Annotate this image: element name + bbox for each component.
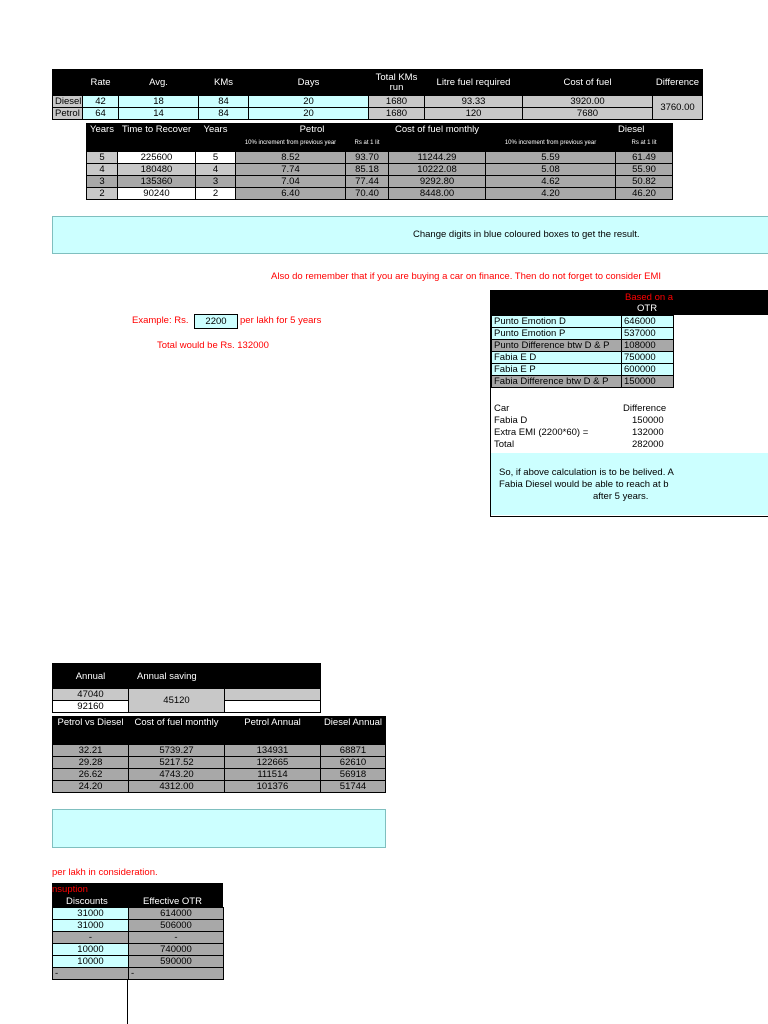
discount-input[interactable]: 10000 [53,956,129,968]
table-row [53,944,224,956]
cell: 56918 [321,769,386,781]
cell: 10222.08 [389,164,486,176]
cell: 5217.52 [129,757,225,769]
discount-cell: - [53,932,129,944]
cell: 180480 [118,164,196,176]
cell: 5.59 [486,152,616,164]
cell: 50.82 [616,176,673,188]
cell: 5739.27 [129,745,225,757]
subheader-diesel-rate: Rs at 1 lit [616,136,673,152]
cell: 61.49 [616,152,673,164]
example-suffix: per lakh for 5 years [240,315,322,326]
otr-label: OTR [637,303,658,314]
header-petrol-annual: Petrol Annual [225,717,321,729]
cell: 9292.80 [389,176,486,188]
conclusion-line: So, if above calculation is to be belived. A [499,467,674,478]
table-row [492,352,674,364]
blank-cell [321,729,386,745]
cell: 4.20 [486,188,616,200]
otr-header [491,291,768,315]
car-label: Fabia Difference btw D & P [492,376,622,388]
cell: 2 [196,188,236,200]
kms-input[interactable]: 84 [199,96,249,108]
comparison-table [52,716,386,793]
table-row [53,108,703,120]
effective-otr-cell: 740000 [129,944,224,956]
instruction-text: Change digits in blue coloured boxes to get the result. [413,229,640,240]
table-row [53,908,224,920]
cell: 77.44 [346,176,389,188]
blank-cell [225,664,321,689]
discount-header [52,883,223,907]
otr-cell: 108000 [622,340,674,352]
cell: 4 [87,164,118,176]
annual-saving-cell: 45120 [129,689,225,713]
header-rate: Rate [83,70,119,96]
cell: 8.52 [236,152,346,164]
cost-cell: 7680 [523,108,653,120]
cell: 134931 [225,745,321,757]
cell: 62610 [321,757,386,769]
header-days: Days [249,70,369,96]
cell: 85.18 [346,164,389,176]
cell: 3 [196,176,236,188]
header-time-to-recover: Time to Recover [118,124,196,136]
kms-input[interactable]: 84 [199,108,249,120]
calc-label: Fabia D [494,415,528,426]
table-row [53,968,224,980]
otr-table [491,315,674,388]
calc-value: 132000 [632,427,664,438]
annual-cell: 92160 [53,701,129,713]
header-cost-monthly: Cost of fuel monthly [129,717,225,729]
header-annual: Annual [53,664,129,689]
cell: 51744 [321,781,386,793]
discount-input[interactable]: 31000 [53,908,129,920]
table-row [492,328,674,340]
header-total-kms: Total KMs run [369,70,425,96]
annual-cell: 47040 [53,689,129,701]
table-row [87,176,673,188]
connector-line [127,980,128,1024]
cell: 29.28 [53,757,129,769]
header-cost: Cost of fuel [523,70,653,96]
otr-cell: 150000 [622,376,674,388]
avg-input[interactable]: 14 [119,108,199,120]
conclusion-box [491,453,768,515]
cell: 24.20 [53,781,129,793]
blank-cell [225,701,321,713]
car-label: Punto Difference btw D & P [492,340,622,352]
otr-red-header: Based on a [625,292,674,303]
car-label: Fabia E D [492,352,622,364]
example-value: 2200 [205,316,227,327]
fuel-cost-table [52,69,703,120]
example-prefix: Example: Rs. [132,315,189,326]
corner-cell [53,70,83,96]
header-difference: Difference [653,70,703,96]
blank-cell [129,729,225,745]
header-annual-saving: Annual saving [129,664,225,689]
table-row [53,745,386,757]
litre-cell: 120 [425,108,523,120]
otr-input[interactable]: 646000 [622,316,674,328]
table-row [87,152,673,164]
instruction-box [52,216,768,254]
calc-value: 150000 [632,415,664,426]
header-effective-otr: Effective OTR [143,896,202,907]
cost-cell: 3920.00 [523,96,653,108]
cell: 7.04 [236,176,346,188]
cell: 8448.00 [389,188,486,200]
cell: 93.70 [346,152,389,164]
subheader-petrol-increment: 10% increment from previous year [236,136,346,152]
effective-otr-cell: 614000 [129,908,224,920]
discount-table [52,907,224,980]
effective-otr-cell: 590000 [129,956,224,968]
conclusion-line: Fabia Diesel would be able to reach at b [499,479,669,490]
cell: 5 [87,152,118,164]
otr-input[interactable]: 750000 [622,352,674,364]
table-row [53,956,224,968]
table-row [53,781,386,793]
blank-cell [196,136,236,152]
header-years-2: Years [196,124,236,136]
rate-input[interactable]: 42 [83,96,119,108]
example-total: Total would be Rs. 132000 [157,340,269,351]
subheader-petrol-rate: Rs at 1 lit [346,136,389,152]
total-kms-cell: 1680 [369,96,425,108]
calc-label: Car [494,403,510,414]
calc-value: 282000 [632,439,664,450]
cell: 135360 [118,176,196,188]
cell: 101376 [225,781,321,793]
row-label: Petrol [53,108,83,120]
header-litre: Litre fuel required [425,70,523,96]
header-kms: KMs [199,70,249,96]
discount-input[interactable]: 31000 [53,920,129,932]
effective-otr-cell: - [129,932,224,944]
difference-cell: 3760.00 [653,96,703,120]
blank-cell [225,689,321,701]
row-label: Diesel [53,96,83,108]
discount-input[interactable]: 10000 [53,944,129,956]
blank-cell [389,136,486,152]
header-petrol: Petrol [236,124,389,136]
otr-panel [490,290,768,517]
car-label: Punto Emotion D [492,316,622,328]
header-discounts: Discounts [66,896,108,907]
cell: 4743.20 [129,769,225,781]
days-input[interactable]: 20 [249,96,369,108]
total-kms-cell: 1680 [369,108,425,120]
table-row [87,188,673,200]
cell: 122665 [225,757,321,769]
note-box-2 [52,809,386,848]
effective-otr-cell: 506000 [129,920,224,932]
cell: 5 [196,152,236,164]
cell: 70.40 [346,188,389,200]
header-cost-monthly: Cost of fuel monthly [389,124,616,136]
blank-cell [118,136,196,152]
table-row [492,364,674,376]
table-row [492,316,674,328]
header-petrol-vs-diesel: Petrol vs Diesel [53,717,129,729]
cell: 111514 [225,769,321,781]
avg-input[interactable]: 18 [119,96,199,108]
header-diesel: Diesel [616,124,673,136]
recover-table [86,123,673,200]
calc-label: Total [494,439,515,450]
header-avg: Avg. [119,70,199,96]
table-row [87,164,673,176]
lakh-note: per lakh in consideration. [52,867,158,878]
header-diesel-annual: Diesel Annual [321,717,386,729]
otr-input[interactable]: 537000 [622,328,674,340]
cell: 3 [87,176,118,188]
cell: 11244.29 [389,152,486,164]
cell: 4.62 [486,176,616,188]
cell: 4 [196,164,236,176]
discount-red-header: nsuption [52,884,88,895]
example-value-input[interactable] [194,314,238,329]
table-row [53,932,224,944]
table-row [53,769,386,781]
otr-input[interactable]: 600000 [622,364,674,376]
cell: 6.40 [236,188,346,200]
annual-table [52,663,321,713]
litre-cell: 93.33 [425,96,523,108]
table-row [492,340,674,352]
cell: 2 [87,188,118,200]
blank-cell [225,729,321,745]
cell: 46.20 [616,188,673,200]
cell: 7.74 [236,164,346,176]
subheader-diesel-increment: 10% increment from previous year [486,136,616,152]
cell: 32.21 [53,745,129,757]
car-label: Fabia E P [492,364,622,376]
table-row [53,689,321,701]
cell: 225600 [118,152,196,164]
car-label: Punto Emotion P [492,328,622,340]
emi-note: Also do remember that if you are buying a car on finance. Then do not forget to consider EMI [271,271,662,282]
cell: 4312.00 [129,781,225,793]
cell: 5.08 [486,164,616,176]
effective-otr-cell: - [129,968,224,980]
discount-cell: - [53,968,129,980]
table-row [492,376,674,388]
calc-value: Difference [623,403,667,414]
cell: 90240 [118,188,196,200]
table-row [53,757,386,769]
cell: 55.90 [616,164,673,176]
header-years: Years [87,124,118,136]
cell: 26.62 [53,769,129,781]
blank-cell [87,136,118,152]
conclusion-line: after 5 years. [593,491,649,502]
days-input[interactable]: 20 [249,108,369,120]
cell: 68871 [321,745,386,757]
table-row [53,920,224,932]
table-row [53,96,703,108]
calc-label: Extra EMI (2200*60) = [494,427,589,438]
blank-cell [53,729,129,745]
rate-input[interactable]: 64 [83,108,119,120]
